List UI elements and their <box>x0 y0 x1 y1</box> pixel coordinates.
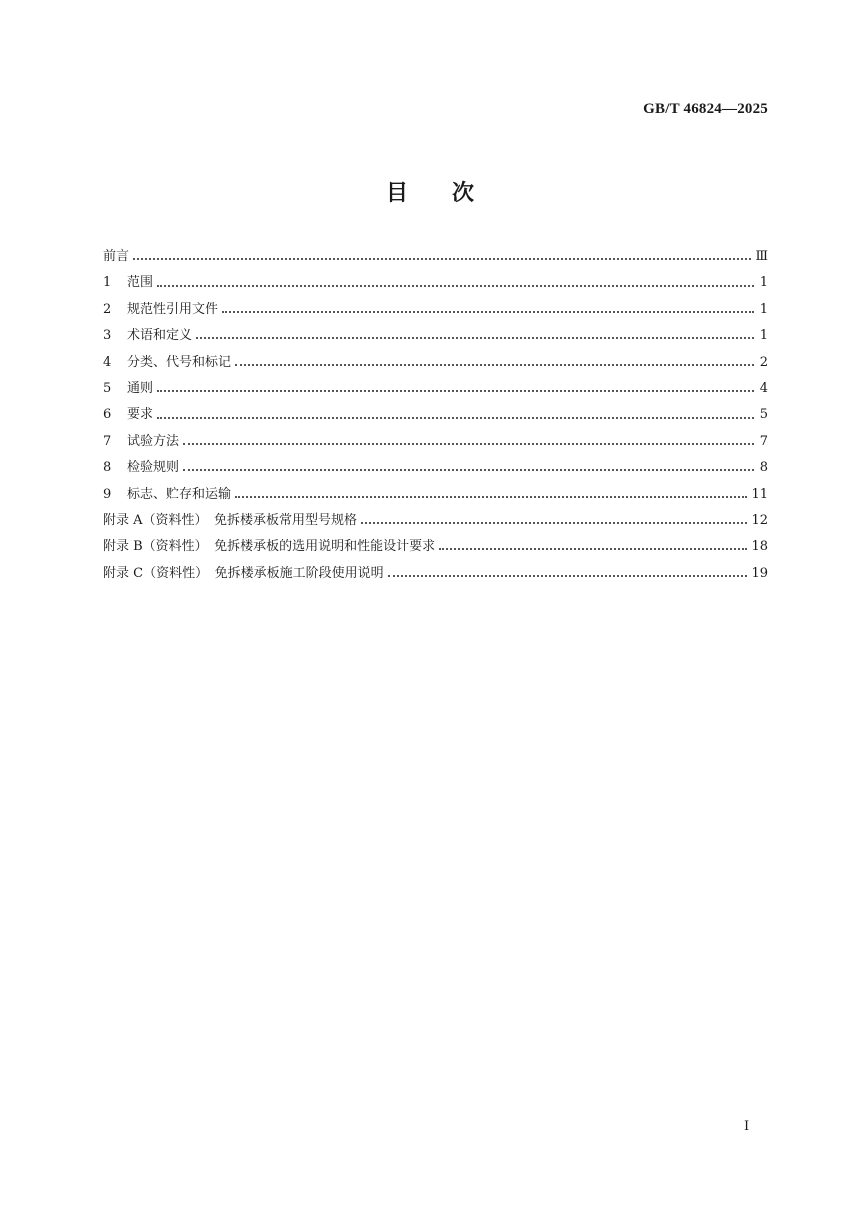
toc-entry-number: 1 <box>103 275 112 291</box>
toc-leader-dots <box>439 548 747 550</box>
toc-leader-dots <box>133 258 751 260</box>
toc-entry-page: 1 <box>759 301 768 317</box>
toc-leader-dots <box>157 390 754 392</box>
toc-entry-label: 附录 B（资料性） 免拆楼承板的选用说明和性能设计要求 <box>103 539 436 555</box>
toc-entry-page: 12 <box>751 512 768 528</box>
toc-entry-page: 18 <box>751 539 768 555</box>
toc-entry-label: 要求 <box>127 407 154 423</box>
toc-entry[interactable] <box>103 244 768 270</box>
toc-leader-dots <box>361 522 747 524</box>
toc-leader-dots <box>235 496 747 498</box>
toc-entry[interactable] <box>103 297 768 323</box>
toc-leader-dots <box>196 337 754 339</box>
toc-entry-number: 4 <box>103 354 112 370</box>
toc-entry-page: 8 <box>759 460 768 476</box>
toc-entry[interactable] <box>103 402 768 428</box>
toc-entry[interactable] <box>103 482 768 508</box>
toc-entry-label: 术语和定义 <box>127 328 193 344</box>
toc-leader-dots <box>183 469 754 471</box>
toc-entry-label: 前言 <box>103 249 130 264</box>
table-of-contents <box>103 244 768 587</box>
toc-entry-page: 2 <box>759 354 768 370</box>
toc-entry-number: 7 <box>103 433 112 449</box>
standard-code: GB/T 46824—2025 <box>643 101 768 117</box>
toc-leader-dots <box>157 417 754 419</box>
toc-entry-number: 2 <box>103 301 112 317</box>
toc-entry-label: 通则 <box>127 380 154 396</box>
toc-entry-number: 8 <box>103 460 112 476</box>
toc-entry[interactable] <box>103 455 768 481</box>
toc-entry-page: Ⅲ <box>755 249 768 264</box>
toc-entry[interactable] <box>103 376 768 402</box>
toc-entry-label: 范围 <box>127 275 154 291</box>
page-title <box>0 176 860 207</box>
toc-entry[interactable] <box>103 270 768 296</box>
toc-entry-page: 1 <box>759 275 768 291</box>
toc-entry[interactable] <box>103 429 768 455</box>
toc-entry-label: 检验规则 <box>127 460 180 476</box>
toc-entry-number: 5 <box>103 380 112 396</box>
toc-entry-page: 19 <box>751 565 768 581</box>
toc-entry-label: 附录 C（资料性） 免拆楼承板施工阶段使用说明 <box>103 565 384 581</box>
toc-entry-number: 6 <box>103 407 112 423</box>
toc-entry-label: 标志、贮存和运输 <box>127 486 232 502</box>
page-number: Ⅰ <box>744 1118 750 1133</box>
toc-entry-page: 7 <box>759 433 768 449</box>
toc-entry-page: 5 <box>759 407 768 423</box>
toc-leader-dots <box>235 364 754 366</box>
toc-entry-page: 4 <box>759 380 768 396</box>
toc-entry[interactable] <box>103 350 768 376</box>
toc-entry[interactable] <box>103 323 768 349</box>
toc-leader-dots <box>388 575 748 577</box>
toc-leader-dots <box>222 311 754 313</box>
toc-entry-appendix[interactable] <box>103 534 768 560</box>
title-char-right: 次 <box>452 181 475 206</box>
toc-entry-number: 9 <box>103 486 112 502</box>
toc-leader-dots <box>157 285 754 287</box>
toc-entry-number: 3 <box>103 328 112 344</box>
toc-entry-page: 1 <box>759 328 768 344</box>
toc-entry-label: 附录 A（资料性） 免拆楼承板常用型号规格 <box>103 512 358 528</box>
toc-entry-appendix[interactable] <box>103 561 768 587</box>
toc-leader-dots <box>183 443 754 445</box>
toc-entry-page: 11 <box>751 486 768 502</box>
toc-entry-appendix[interactable] <box>103 508 768 534</box>
toc-entry-label: 规范性引用文件 <box>127 301 219 317</box>
toc-entry-label: 试验方法 <box>127 433 180 449</box>
title-char-left: 目 <box>385 181 408 206</box>
toc-entry-label: 分类、代号和标记 <box>127 354 232 370</box>
